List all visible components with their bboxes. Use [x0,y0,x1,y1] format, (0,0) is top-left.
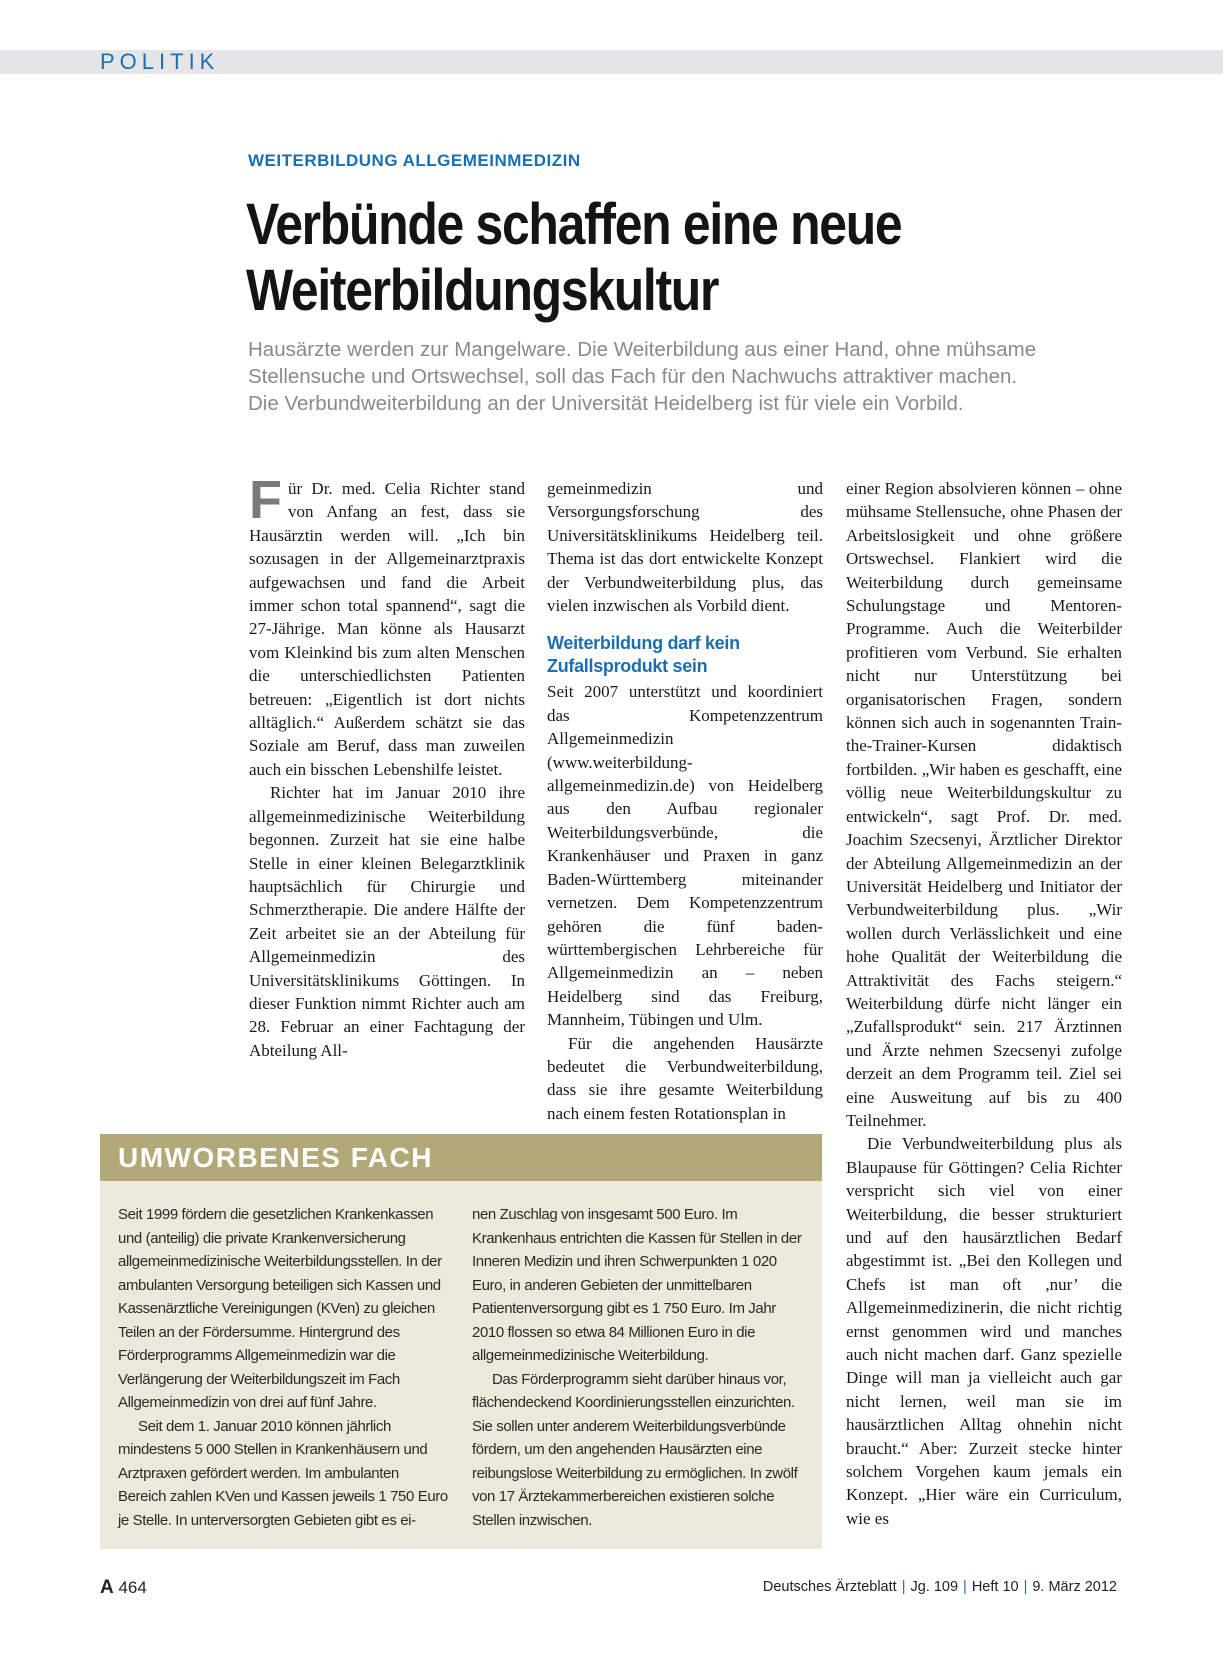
lede-line-1: Hausärzte werden zur Mangelware. Die Weiterbildung aus einer Hand, ohne mühsame [248,338,1037,361]
lede-line-3: Die Verbundweiterbildung an der Universität Heidelberg ist für viele ein Vorbild. [248,392,964,415]
journal-issue: Heft 10 [971,1579,1019,1595]
article-paragraph: Seit 2007 unterstützt und koordiniert das Kompetenzzentrum Allgemeinmedizin (www.weiterbildung-allgemeinmedizin.de) von Heidelberg aus den Aufbau regionaler Weiterbildungsverbünde, die Krankenhäuser und Praxen in ganz Baden-Württemberg miteinander vernetzen. Dem Kompetenzzentrum gehören die fünf baden-württembergischen Lehrbereiche für Allgemeinmedizin an – neben Heidelberg sind das Freiburg, Mannheim, Tübingen und Ulm. [547,682,823,1030]
publication-date: 9. März 2012 [1032,1579,1117,1595]
article-column-2 [547,477,823,1125]
info-box-paragraph: Seit dem 1. Januar 2010 können jährlich mindestens 5 000 Stellen in Krankenhäusern und Arztpraxen gefördert werden. Im ambulanten Bereich zahlen KVen und Kassen jeweils 1 750 Euro je Stelle. In unterversorgten Gebieten gibt es ei- [118,1417,448,1529]
publication-info: Deutsches Ärzteblatt | Jg. 109 | Heft 10 | 9. März 2012 [762,1579,1117,1595]
info-box-title: UMWORBENES FACH [118,1142,433,1173]
kicker: WEITERBILDUNG ALLGEMEINMEDIZIN [248,151,581,170]
page-number [100,1577,147,1599]
headline-line-1: Verbünde schaffen eine neue [246,192,902,257]
headline-line-2: Weiterbildungskultur [246,258,719,323]
page-prefix: A [100,1577,114,1598]
lede [248,336,1128,417]
section-label: POLITIK [100,49,220,74]
journal-name: Deutsches Ärzteblatt [762,1579,897,1595]
article-paragraph: Für die angehenden Hausärzte bedeutet die Verbundweiterbildung, dass sie ihre gesamte Weiterbildung nach einem festen Rotationsplan in [547,1033,823,1123]
info-box-paragraph: Das Förderprogramm sieht darüber hinaus vor, flächendeckend Koordinierungsstellen einzurichten. Sie sollen unter anderem Weiterbildungsverbünde fördern, um den angehenden Hausärzten eine reibungslose Weiterbildung zu ermöglichen. In zwölf von 17 Ärztekammerbereichen existieren solche Stellen inzwischen. [472,1370,798,1529]
article-column-1 [249,470,525,1062]
article-paragraph: Richter hat im Januar 2010 ihre allgemeinmedizinische Weiterbildung begonnen. Zurzeit hat sie eine halbe Stelle in einer kleinen Belegarztklinik hauptsächlich für Chirurgie und Schmerztherapie. Die andere Hälfte der Zeit arbeitet sie an der Abteilung für Allgemeinmedizin des Universitätsklinikums Göttingen. In dieser Funktion nimmt Richter auch am 28. Februar an einer Fachtagung der Abteilung All- [249,783,525,1060]
article-column-3 [846,477,1122,1530]
page-number-value: 464 [118,1578,147,1597]
article-paragraph: gemeinmedizin und Versorgungsforschung des Universitätsklinikums Heidelberg teil. Thema ist das dort entwickelte Konzept der Verbundweiterbildung plus, das vielen inzwischen als Vorbild dient. [547,479,823,616]
info-box-column-2 [472,1203,802,1532]
article-paragraph: Die Verbundweiterbildung plus als Blaupause für Göttingen? Celia Richter verspricht sich viel von einer Weiterbildung, die besser strukturiert und auf den hausärztlichen Bedarf abgestimmt ist. „Bei den Kollegen und Chefs ist man oft ,nur’ die Allgemeinmedizinerin, die nicht richtig ernst genommen wird und manches auch nicht machen darf. Ganz spezielle Dinge will man ja vielleicht auch gar nicht lernen, weil man sie im hausärztlichen Alltag ohnehin nicht braucht.“ Aber: Zurzeit stecke hinter solchem Vorgehen kaum jemals ein Konzept. „Hier wäre ein Curriculum, wie es [846,1134,1122,1528]
lede-line-2: Stellensuche und Ortswechsel, soll das Fach für den Nachwuchs attraktiver machen. [248,365,1018,388]
article-paragraph: einer Region absolvieren können – ohne mühsame Stellensuche, ohne Phasen der Arbeitslosigkeit und ohne größere Ortswechsel. Flankiert wird die Weiterbildung durch gemeinsame Schulungstage und Mentoren-Programme. Auch die Weiterbilder profitieren vom Verbund. Sie erhalten nicht nur Unterstützung bei organisatorischen Fragen, sondern können sich auch in sogenannten Train-the-Trainer-Kursen didaktisch fortbilden. „Wir haben es geschafft, eine völlig neue Weiterbildungskultur zu entwickeln“, sagt Prof. Dr. med. Joachim Szecsenyi, Ärztlicher Direktor der Abteilung Allgemeinmedizin an der Universität Heidelberg und Initiator der Verbundweiterbildung plus. „Wir wollen durch Verlässlichkeit und eine hohe Qualität der Weiterbildung die Attraktivität des Fachs steigern.“ Weiterbildung dürfe nicht länger ein „Zufallsprodukt“ sein. 217 Ärztinnen und Ärzte nehmen Szecsenyi zufolge derzeit an dem Programm teil. Ziel sei eine Ausweitung auf bis zu 400 Teilnehmer. [846,479,1122,1130]
journal-volume: Jg. 109 [910,1579,959,1595]
info-box-paragraph: nen Zuschlag von insgesamt 500 Euro. Im Krankenhaus entrichten die Kassen für Stellen in der Inneren Medizin und ihren Schwerpunkten 1 020 Euro, in anderen Gebieten der unmittelbaren Patientenversorgung gibt es 1 750 Euro. Im Jahr 2010 flossen so etwa 84 Millionen Euro in die allgemeinmedizinische Weiterbildung. [472,1206,802,1364]
drop-cap: F [249,470,282,530]
headline [246,192,1020,324]
info-box-paragraph: Seit 1999 fördern die gesetzlichen Krankenkassen und (anteilig) die private Krankenversicherung allgemeinmedizinische Weiterbildungsstellen. In der ambulanten Versorgung beteiligen sich Kassen und Kassenärztliche Vereinigungen (KVen) zu gleichen Teilen an der Fördersumme. Hintergrund des Förderprogramms Allgemeinmedizin war die Verlängerung der Weiterbildungszeit im Fach Allgemeinmedizin von drei auf fünf Jahre. [118,1206,442,1411]
subheading: Weiterbildung darf kein Zufallsprodukt sein [547,633,740,677]
info-box-column-1 [118,1203,448,1532]
article-paragraph: Für Dr. med. Celia Richter stand von Anfang an fest, dass sie Hausärztin werden will. „Ich bin sozusagen in der Allgemeinarztpraxis aufgewachsen und fand die Arbeit immer schon total spannend“, sagt die 27-Jährige. Man könne als Hausarzt vom Kleinkind bis zum alten Menschen die unterschiedlichsten Patienten betreuen: „Eigentlich ist dort nichts alltäglich.“ Außerdem schätzt sie das Soziale am Beruf, dass man zuweilen auch ein bisschen Lebenshilfe leistet. [249,470,525,779]
